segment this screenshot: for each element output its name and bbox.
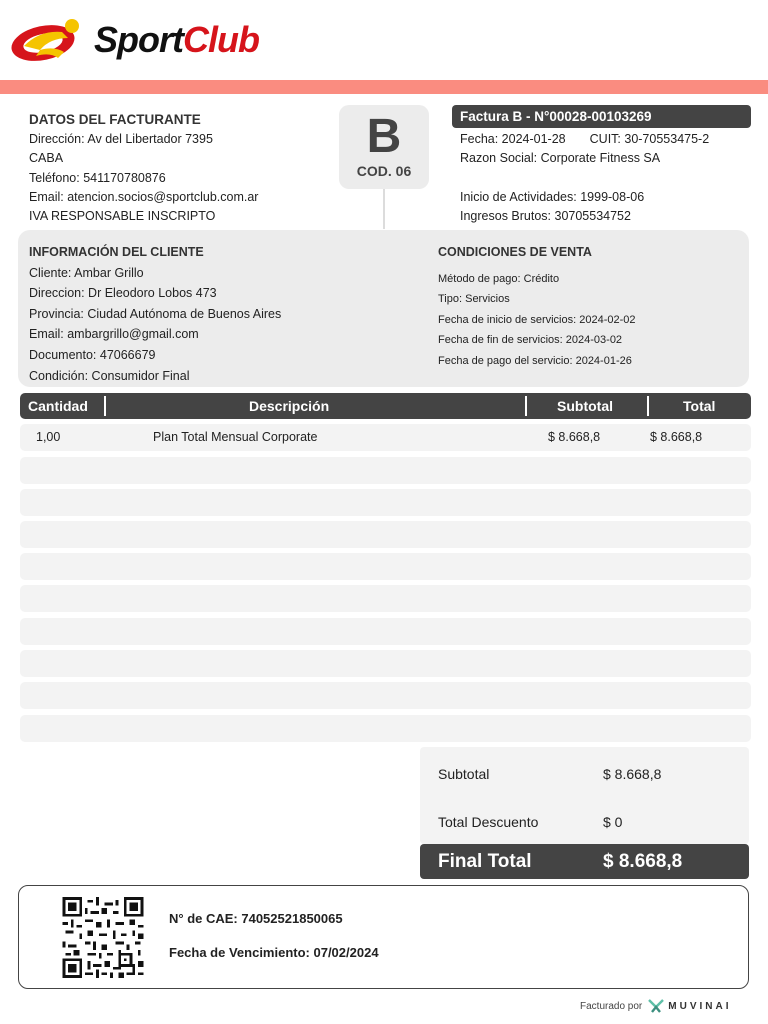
conditions-heading: CONDICIONES DE VENTA: [438, 245, 592, 259]
invoice-type-box: [339, 105, 429, 189]
brand-name: [94, 20, 259, 60]
service-end-date: Fecha de fin de servicios: 2024-03-02: [438, 334, 623, 347]
row-cantidad: 1,00: [36, 430, 61, 444]
client-condition: Condición: Consumidor Final: [29, 368, 190, 383]
qr-code-icon: [60, 897, 146, 978]
cae-box: [18, 885, 749, 989]
subtotal-value: $ 8.668,8: [603, 766, 662, 782]
header-subtotal: Subtotal: [557, 398, 613, 414]
table-row-empty: [20, 618, 751, 645]
footer: [580, 999, 732, 1013]
issuer-heading: DATOS DEL FACTURANTE: [29, 112, 201, 127]
sportclub-logo: [10, 16, 260, 66]
issuer-phone: Teléfono: 541170780876: [29, 170, 166, 185]
final-total-label: Final Total: [438, 851, 532, 872]
client-email: Email: ambargrillo@gmail.com: [29, 327, 199, 342]
invoice-razon-social: Razon Social: Corporate Fitness SA: [460, 151, 661, 166]
code-divider: [383, 189, 385, 229]
row-descripcion: Plan Total Mensual Corporate: [153, 430, 318, 444]
issuer-email: Email: atencion.socios@sportclub.com.ar: [29, 189, 259, 204]
client-heading: INFORMACIÓN DEL CLIENTE: [29, 245, 204, 259]
brand-sport: Sport: [94, 19, 183, 60]
items-table-header: [20, 393, 751, 419]
invoice-number-header: Factura B - N°00028-00103269: [452, 105, 751, 128]
table-row-empty: [20, 650, 751, 677]
issuer-section: [29, 110, 329, 226]
issuer-iva: IVA RESPONSABLE INSCRIPTO: [29, 209, 216, 224]
sale-conditions: [438, 242, 738, 372]
final-total-bar: [420, 844, 749, 879]
footer-prefix: Facturado por: [580, 1000, 643, 1012]
header-cantidad: Cantidad: [28, 398, 88, 414]
header-total: Total: [683, 398, 716, 414]
table-row-empty: [20, 715, 751, 742]
header-descripcion: Descripción: [249, 398, 330, 414]
issuer-address: Dirección: Av del Libertador 7395: [29, 132, 213, 147]
invoice-info: [460, 130, 750, 226]
client-info: [29, 242, 409, 386]
table-row-empty: [20, 682, 751, 709]
client-document: Documento: 47066679: [29, 347, 156, 362]
muvinai-logo-icon: [648, 999, 664, 1013]
runner-logo-icon: [10, 16, 88, 66]
issuer-city: CABA: [29, 151, 64, 166]
table-row-empty: [20, 553, 751, 580]
invoice-inicio-actividades: Inicio de Actividades: 1999-08-06: [460, 189, 645, 204]
discount-label: Total Descuento: [438, 814, 539, 830]
table-row-empty: [20, 521, 751, 548]
table-row-empty: [20, 585, 751, 612]
table-row-empty: [20, 489, 751, 516]
accent-bar: [0, 80, 768, 94]
table-row: [20, 424, 751, 451]
subtotal-label: Subtotal: [438, 766, 490, 782]
final-total-value: $ 8.668,8: [603, 851, 683, 872]
client-name: Cliente: Ambar Grillo: [29, 265, 144, 280]
invoice-ingresos-brutos: Ingresos Brutos: 30705534752: [460, 208, 631, 223]
table-row-empty: [20, 457, 751, 484]
row-total: $ 8.668,8: [650, 430, 703, 444]
client-province: Provincia: Ciudad Autónoma de Buenos Aires: [29, 306, 282, 321]
service-payment-date: Fecha de pago del servicio: 2024-01-26: [438, 354, 632, 367]
invoice-code: COD. 06: [356, 163, 412, 179]
client-address: Direccion: Dr Eleodoro Lobos 473: [29, 286, 217, 301]
sale-type: Tipo: Servicios: [438, 293, 510, 306]
payment-method: Método de pago: Crédito: [438, 272, 560, 285]
invoice-date: Fecha: 2024-01-28: [460, 132, 566, 146]
footer-brand: MUVINAI: [668, 1000, 732, 1012]
client-conditions-panel: [18, 230, 749, 387]
discount-value: $ 0: [603, 814, 623, 830]
cae-number: N° de CAE: 74052521850065: [169, 911, 343, 926]
brand-club: Club: [183, 19, 259, 60]
row-subtotal: $ 8.668,8: [548, 430, 601, 444]
invoice-letter: B: [366, 110, 402, 163]
totals-panel: [420, 747, 749, 844]
cae-expiration: Fecha de Vencimiento: 07/02/2024: [169, 945, 379, 960]
service-start-date: Fecha de inicio de servicios: 2024-02-02: [438, 313, 636, 326]
invoice-cuit: CUIT: 30-70553475-2: [589, 132, 710, 146]
